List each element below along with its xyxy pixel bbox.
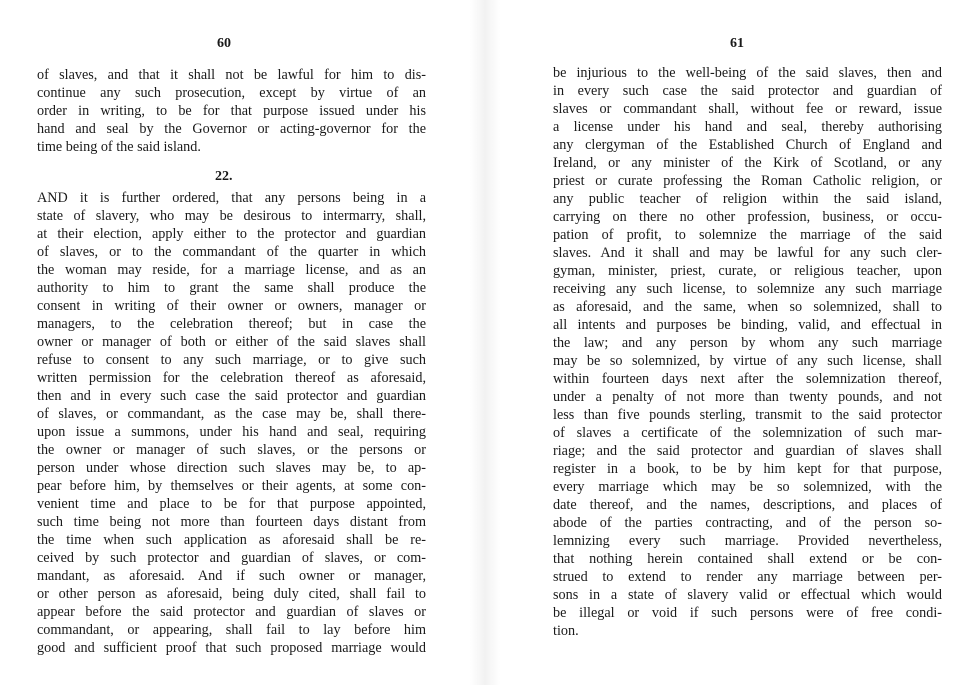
left-page [0,0,470,685]
text-line: upon issue a summons, under his hand and seal, requiring [37,424,426,440]
book-gutter [470,0,500,685]
text-line: strued to extend to render any marriage between per- [553,569,942,585]
text-line: hand and seal by the Governor or acting-governor for the [37,121,426,137]
text-line: consent in writing of their owner or owners, manager or [37,298,426,314]
text-line: carrying on there no other profession, business, or occu- [553,209,942,225]
text-line: pear before him, by themselves or their agents, at some con- [37,478,426,494]
text-line: priest or curate professing the Roman Catholic religion, or [553,173,942,189]
text-line: appear before the said protector and guardian of slaves or [37,604,426,620]
text-line: date thereof, and the names, descriptions, and places of [553,497,942,513]
text-line: or other person as aforesaid, being duly cited, shall fail to [37,586,426,602]
text-line: the woman may reside, for a marriage license, and as an [37,262,426,278]
text-line: receiving any such license, to solemnize any such marriage [553,281,942,297]
text-line: riage; and the said protector and guardian of slaves shall [553,443,942,459]
text-line: within fourteen days next after the solemnization thereof, [553,371,942,387]
text-line: order in writing, to be for that purpose issued under his [37,103,426,119]
text-line: at their election, apply either to the protector and guardian [37,226,426,242]
text-line: less than five pounds sterling, transmit to the said protector [553,407,942,423]
text-line: tion. [553,623,579,639]
text-line: venient time and place to be for that purpose appointed, [37,496,426,512]
text-line: state of slavery, who may be desirous to intermarry, shall, [37,208,426,224]
text-line: slaves or commandant shall, without fee or reward, issue [553,101,942,117]
text-line: any clergyman of the Established Church of England and [553,137,942,153]
text-line: of slaves, or commandant, as the case may be, shall there- [37,406,426,422]
text-line: such time being not more than fourteen days distant from [37,514,426,530]
text-line: the owner or manager of such slaves, or the persons or [37,442,426,458]
text-line: owner or manager of both or either of the said slaves shall [37,334,426,350]
text-line: written permission for the celebration thereof as aforesaid, [37,370,426,386]
text-line: any public teacher of religion within the said island, [553,191,942,207]
text-line: person under whose direction such slaves may be, to ap- [37,460,426,476]
text-line: register in a book, to be by him kept for that purpose, [553,461,942,477]
text-line: as aforesaid, and the same, when so solemnized, shall to [553,299,942,315]
text-line: managers, to the celebration thereof; but in case the [37,316,426,332]
text-line: the law; and any person by whom any such marriage [553,335,942,351]
text-line: refuse to consent to any such marriage, or to give such [37,352,426,368]
page-number: 61 [730,36,744,51]
text-line: every marriage which may be so solemnized, with the [553,479,942,495]
text-line: sons in a state of slavery valid or effectual which would [553,587,942,603]
page-number: 60 [217,36,231,51]
text-line: gyman, minister, priest, curate, or religious teacher, upon [553,263,942,279]
text-line: slaves. And it shall and may be lawful for any such cler- [553,245,942,261]
text-line: of slaves, or to the commandant of the quarter in which [37,244,426,260]
right-page [500,0,980,685]
section-heading: 22. [215,169,233,184]
text-line: AND it is further ordered, that any persons being in a [37,190,426,206]
text-line: of slaves, and that it shall not be lawful for him to dis- [37,67,426,83]
text-line: of slaves a certificate of the solemnization of such mar- [553,425,942,441]
text-line: Ireland, or any minister of the Kirk of Scotland, or any [553,155,942,171]
text-line: time being of the said island. [37,139,201,155]
text-line: lemnizing every such marriage. Provided nevertheless, [553,533,942,549]
text-line: the time when such application as aforesaid shall be re- [37,532,426,548]
text-line: ceived by such protector and guardian of slaves, or com- [37,550,426,566]
text-line: all intents and purposes be binding, valid, and effectual in [553,317,942,333]
text-line: abode of the parties contracting, and of the person so- [553,515,942,531]
text-line: may be so solemnized, by virtue of any such license, shall [553,353,942,369]
text-line: a license under his hand and seal, thereby authorising [553,119,942,135]
text-line: mandant, as aforesaid. And if such owner or manager, [37,568,426,584]
text-line: good and sufficient proof that such proposed marriage would [37,640,426,656]
text-line: commandant, or appearing, shall fail to lay before him [37,622,426,638]
text-line: be injurious to the well-being of the said slaves, then and [553,65,942,81]
text-line: pation of profit, to solemnize the marriage of the said [553,227,942,243]
text-line: that nothing herein contained shall extend or be con- [553,551,942,567]
text-line: authority to him to grant the same shall produce the [37,280,426,296]
text-line: under a penalty of not more than twenty pounds, and not [553,389,942,405]
text-line: in every such case the said protector and guardian of [553,83,942,99]
text-line: be illegal or void if such persons were of free condi- [553,605,942,621]
text-line: continue any such prosecution, except by virtue of an [37,85,426,101]
text-line: then and in every such case the said protector and guardian [37,388,426,404]
